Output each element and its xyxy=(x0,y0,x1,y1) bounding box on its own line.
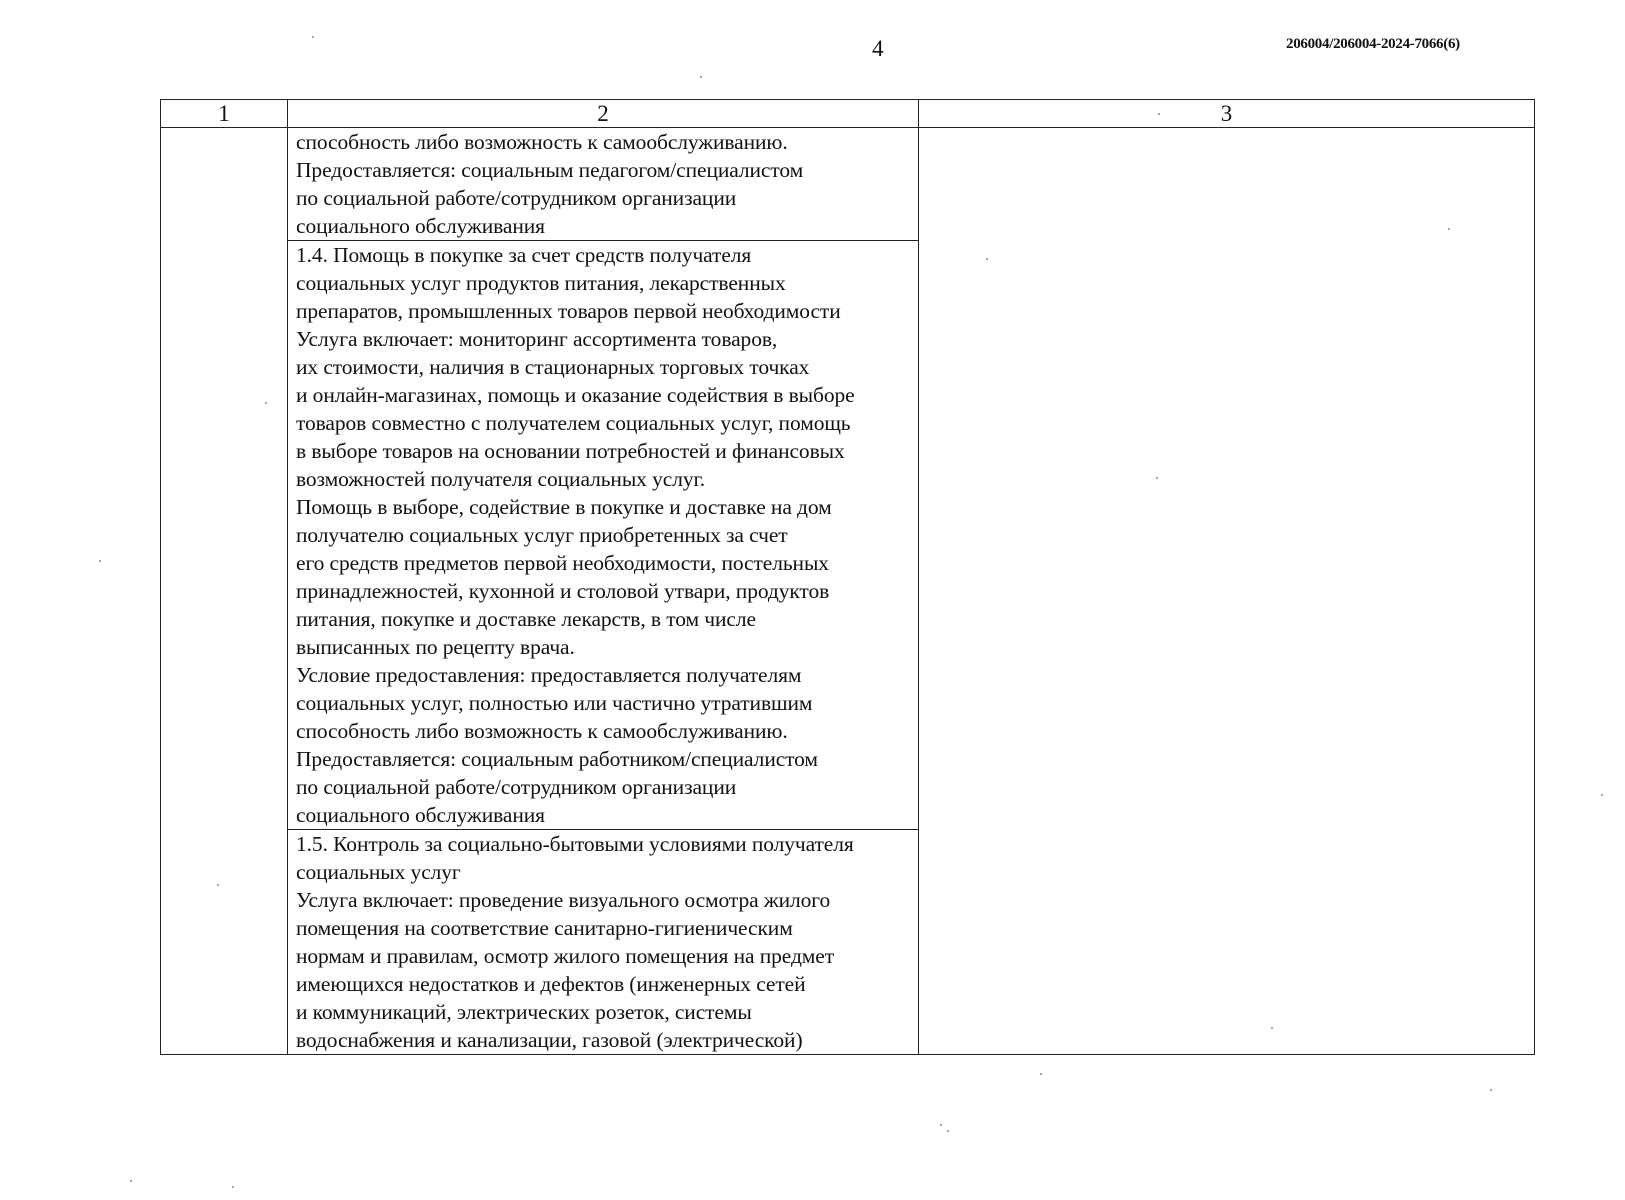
scan-speck xyxy=(232,1186,234,1188)
service-text: способность либо возможность к самообслуживанию. Предоставляется: социальным педагогом/специалистом по социальной работе/сотрудником организации социального обслуживания xyxy=(296,130,804,238)
column-header-2: 2 xyxy=(288,100,919,128)
table-header-row xyxy=(161,100,1535,128)
table-row xyxy=(161,128,1535,241)
page-number: 4 xyxy=(872,36,884,61)
service-cell-1-5 xyxy=(288,830,919,1055)
column-3-cell xyxy=(919,128,1535,1055)
service-cell-1-4 xyxy=(288,241,919,830)
scan-speck xyxy=(1601,794,1603,796)
column-header-3: 3 xyxy=(919,100,1535,128)
scan-speck xyxy=(130,1180,132,1182)
scan-speck xyxy=(1490,1089,1492,1091)
service-text: 1.4. Помощь в покупке за счет средств получателя социальных услуг продуктов питания, лекарственных препаратов, промышленных товаров первой необходимости Услуга включает: мониторинг ассортимента товаров, их стоимости, наличия в стационарных торговых точках и онлайн-магазинах, помощь и оказание содействия в выборе товаров совместно с получателем социальных услуг, помощь в выборе товаров на основании потребностей и финансовых возможностей получателя социальных услуг. Помощь в выборе, содействие в покупке и доставке на дом получателю социальных услуг приобретенных за счет его средств предметов первой необходимости, постельных принадлежностей, кухонной и столовой утвари, продуктов питания, покупке и доставке лекарств, в том числе выписанных по рецепту врача. Условие предоставления: предоставляется получателям социальных услуг, полностью или частично утратившим способность либо возможность к самообслуживанию. Предоставляется: социальным работником/специалистом по социальной работе/сотрудником организации социального обслуживания xyxy=(296,243,855,827)
scan-speck xyxy=(947,1130,949,1132)
column-1-cell xyxy=(161,128,288,1055)
service-cell-continuation xyxy=(288,128,919,241)
services-table xyxy=(160,99,1535,1055)
column-header-1: 1 xyxy=(161,100,288,128)
scan-speck xyxy=(99,560,101,562)
scan-speck xyxy=(700,76,702,78)
scan-speck xyxy=(940,1124,942,1126)
service-text: 1.5. Контроль за социально-бытовыми условиями получателя социальных услуг Услуга включает: проведение визуального осмотра жилого помещения на соответствие санитарно-гигиеническим нормам и правилам, осмотр жилого помещения на предмет имеющихся недостатков и дефектов (инженерных сетей и коммуникаций, электрических розеток, системы водоснабжения и канализации, газовой (электрической) xyxy=(296,832,854,1052)
scan-speck xyxy=(312,36,314,38)
document-id: 206004/206004-2024-7066(6) xyxy=(1286,36,1460,52)
scan-speck xyxy=(1040,1073,1042,1075)
